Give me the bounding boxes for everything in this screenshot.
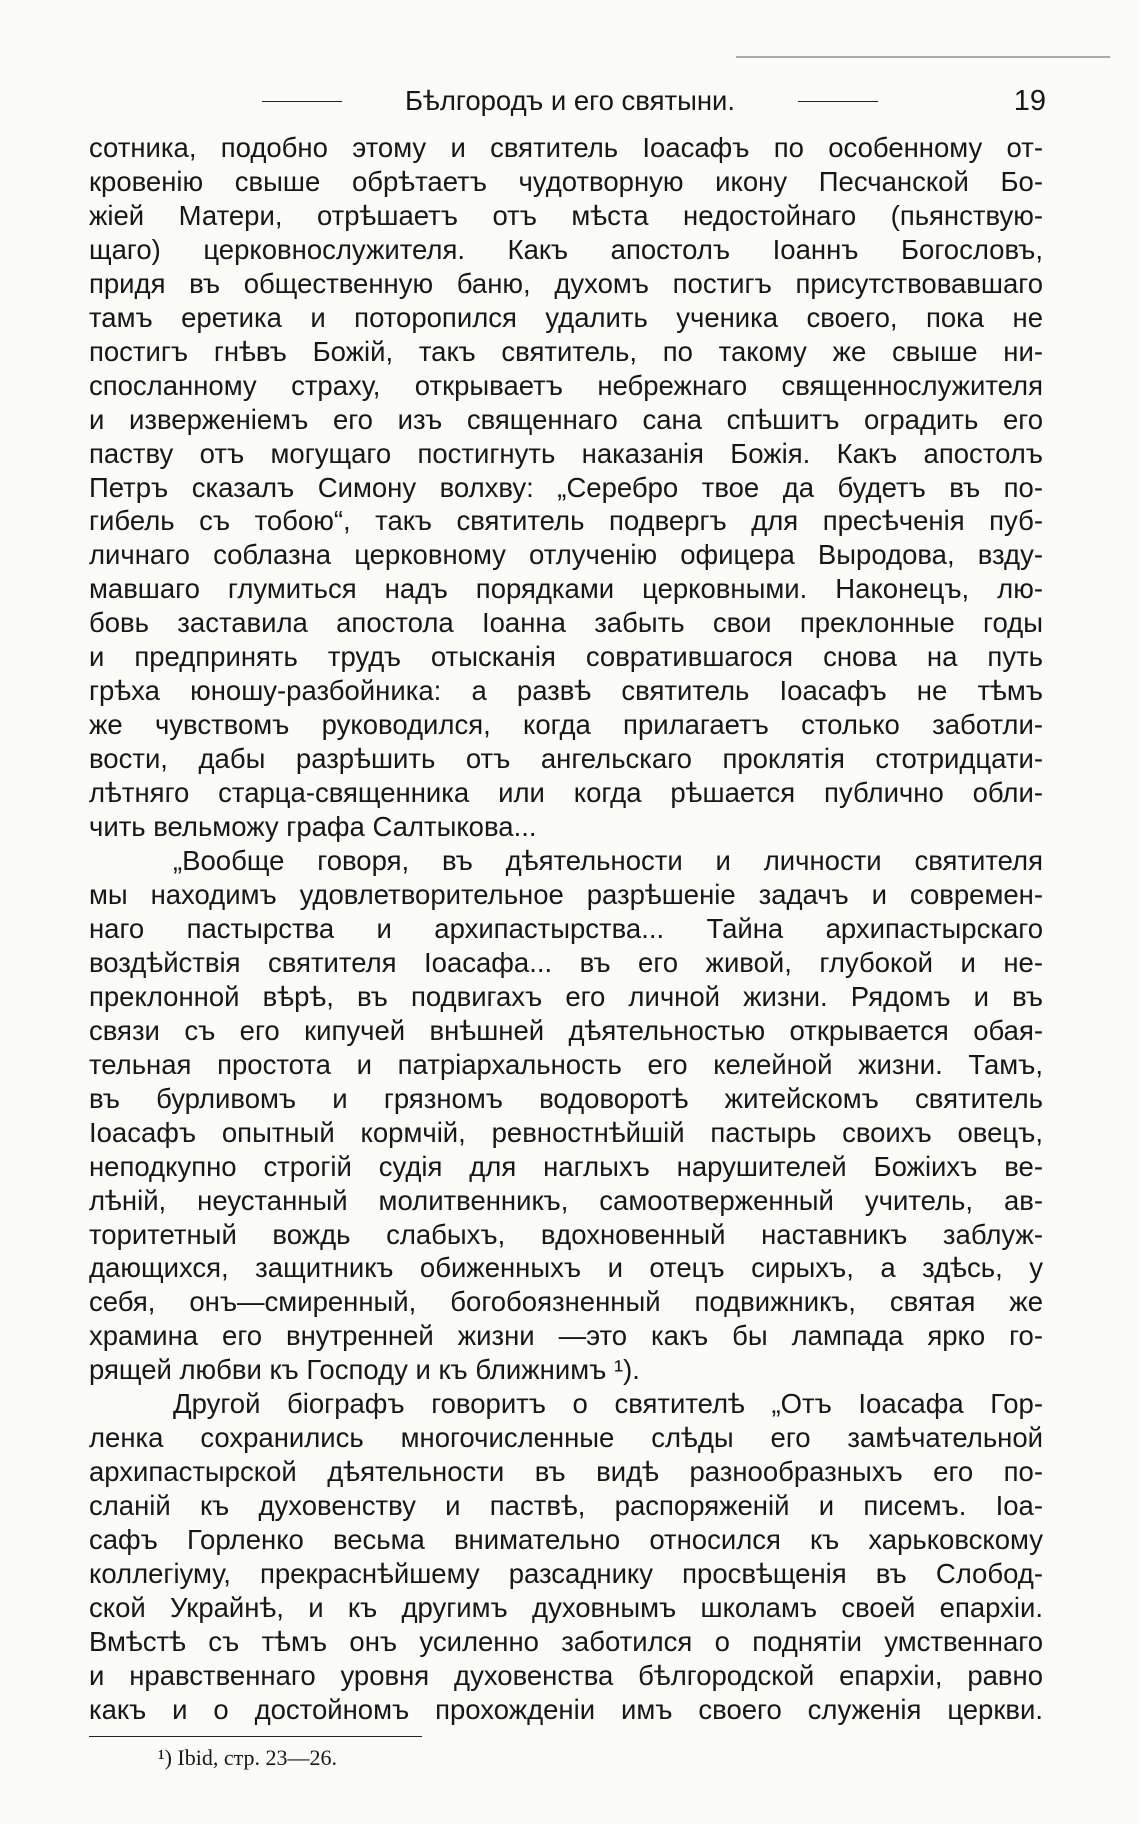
text-line: вости, дабы разрѣшить отъ ангельскаго проклятія стотридцати- xyxy=(89,743,1043,775)
text-line: „Вообще говоря, въ дѣятельности и личности святителя xyxy=(173,845,1043,877)
text-line: тельная простота и патріархальность его келейной жизни. Тамъ, xyxy=(89,1048,1043,1080)
body-text xyxy=(89,131,1043,1727)
text-line: Вмѣстѣ съ тѣмъ онъ усиленно заботился о поднятіи умственнаго xyxy=(89,1625,1043,1657)
text-line: Петръ сказалъ Симону волхву: „Серебро твое да будетъ въ по- xyxy=(89,471,1043,503)
footnote: ¹) Ibid, стр. 23—26. xyxy=(158,1745,338,1770)
text-line: паству отъ могущаго постигнуть наказанія Божія. Какъ апостолъ xyxy=(89,437,1043,469)
text-line: чить вельможу графа Салтыкова... xyxy=(89,811,537,843)
header-rule-right xyxy=(798,101,878,102)
footnote-rule xyxy=(89,1736,422,1737)
paragraph xyxy=(89,1387,1043,1727)
text-line: преклонной вѣрѣ, въ подвигахъ его личной жизни. Рядомъ и въ xyxy=(89,980,1043,1012)
running-head-title: Бѣлгородъ и его святыни. xyxy=(404,85,736,116)
text-line: же чувствомъ руководился, когда прилагаетъ столько заботли- xyxy=(89,709,1043,741)
text-line: и предпринять трудъ отысканія совратившагося снова на путь xyxy=(89,641,1043,673)
paragraph xyxy=(89,844,1043,1387)
text-line: Другой біографъ говоритъ о святителѣ „Отъ Іоасафа Гор- xyxy=(173,1388,1043,1420)
text-line: въ бурливомъ и грязномъ водоворотѣ житейскомъ святитель xyxy=(89,1082,1043,1114)
text-line: ской Украйнѣ, и къ другимъ духовнымъ школамъ своей епархіи. xyxy=(89,1591,1043,1623)
text-line: гибель съ тобою“, такъ святитель подвергъ для пресѣченія пуб- xyxy=(89,505,1043,537)
text-line: торитетный вождь слабыхъ, вдохновенный наставникъ заблуж- xyxy=(89,1218,1043,1250)
text-line: сотника, подобно этому и святитель Іоасафъ по особенному от- xyxy=(89,132,1043,163)
text-line: мавшаго глумиться надъ порядками церковными. Наконецъ, лю- xyxy=(89,573,1043,605)
text-line: мы находимъ удовлетворительное разрѣшеніе задачъ и современ- xyxy=(89,878,1043,910)
text-line: сафъ Горленко весьма внимательно относился къ харьковскому xyxy=(89,1524,1043,1556)
text-line: и изверженіемъ его изъ священнаго сана спѣшитъ оградить его xyxy=(89,403,1043,435)
text-line: себя, онъ—смиренный, богобоязненный подвижникъ, святая же xyxy=(89,1286,1043,1318)
text-line: рящей любви къ Господу и къ ближнимъ ¹). xyxy=(89,1354,640,1386)
text-line: храмина его внутренней жизни —это какъ бы лампада ярко го- xyxy=(89,1320,1043,1352)
text-line: лѣній, неустанный молитвенникъ, самоотверженный учитель, ав- xyxy=(89,1184,1043,1216)
text-line: ленка сохранились многочисленные слѣды его замѣчательной xyxy=(89,1422,1043,1454)
page-number: 19 xyxy=(1013,85,1046,117)
paragraph xyxy=(89,131,1043,844)
text-line: дающихся, защитникъ обиженныхъ и отецъ сирыхъ, а здѣсь, у xyxy=(89,1252,1043,1284)
text-line: бовь заставила апостола Іоанна забыть свои преклонные годы xyxy=(89,607,1043,639)
text-line: Іоасафъ опытный кормчій, ревностнѣйшій пастырь своихъ овецъ, xyxy=(89,1116,1043,1148)
text-line: воздѣйствія святителя Іоасафа... въ его живой, глубокой и не- xyxy=(89,946,1043,978)
text-line: и нравственнаго уровня духовенства бѣлгородской епархіи, равно xyxy=(89,1659,1043,1691)
text-line: лѣтняго старца-священника или когда рѣшается публично обли- xyxy=(89,777,1043,809)
text-line: личнаго соблазна церковному отлученію офицера Выродова, взду- xyxy=(89,539,1043,571)
scan-artifact-rule xyxy=(736,56,1110,58)
text-line: жіей Матери, отрѣшаетъ отъ мѣста недостойнаго (пьянствую- xyxy=(89,199,1043,231)
text-line: щаго) церковнослужителя. Какъ апостолъ Іоаннъ Богословъ, xyxy=(89,233,1043,265)
text-line: коллегіуму, прекраснѣйшему разсаднику просвѣщенія въ Слобод- xyxy=(89,1558,1043,1590)
text-line: постигъ гнѣвъ Божій, такъ святитель, по такому же свыше ни- xyxy=(89,335,1043,367)
text-line: связи съ его кипучей внѣшней дѣятельностью открывается обая- xyxy=(89,1014,1043,1046)
text-line: придя въ общественную баню, духомъ постигъ присутствовавшаго xyxy=(89,267,1043,299)
text-line: неподкупно строгій судія для наглыхъ нарушителей Божіихъ ве- xyxy=(89,1150,1043,1182)
text-line: тамъ еретика и поторопился удалить ученика своего, пока не xyxy=(89,301,1043,333)
text-line: наго пастырства и архипастырства... Тайна архипастырскаго xyxy=(89,912,1043,944)
text-line: какъ и о достойномъ прохожденіи имъ своего служенія церкви. xyxy=(89,1693,1043,1725)
text-line: грѣха юношу-разбойника: а развѣ святитель Іоасафъ не тѣмъ xyxy=(89,675,1043,707)
text-line: архипастырской дѣятельности въ видѣ разнообразныхъ его по- xyxy=(89,1456,1043,1488)
text-line: сланій къ духовенству и паствѣ, распоряженій и писемъ. Іоа- xyxy=(89,1490,1043,1522)
text-line: спосланному страху, открываетъ небрежнаго священнослужителя xyxy=(89,369,1043,401)
text-line: кровенію свыше обрѣтаетъ чудотворную икону Песчанской Бо- xyxy=(89,165,1043,197)
